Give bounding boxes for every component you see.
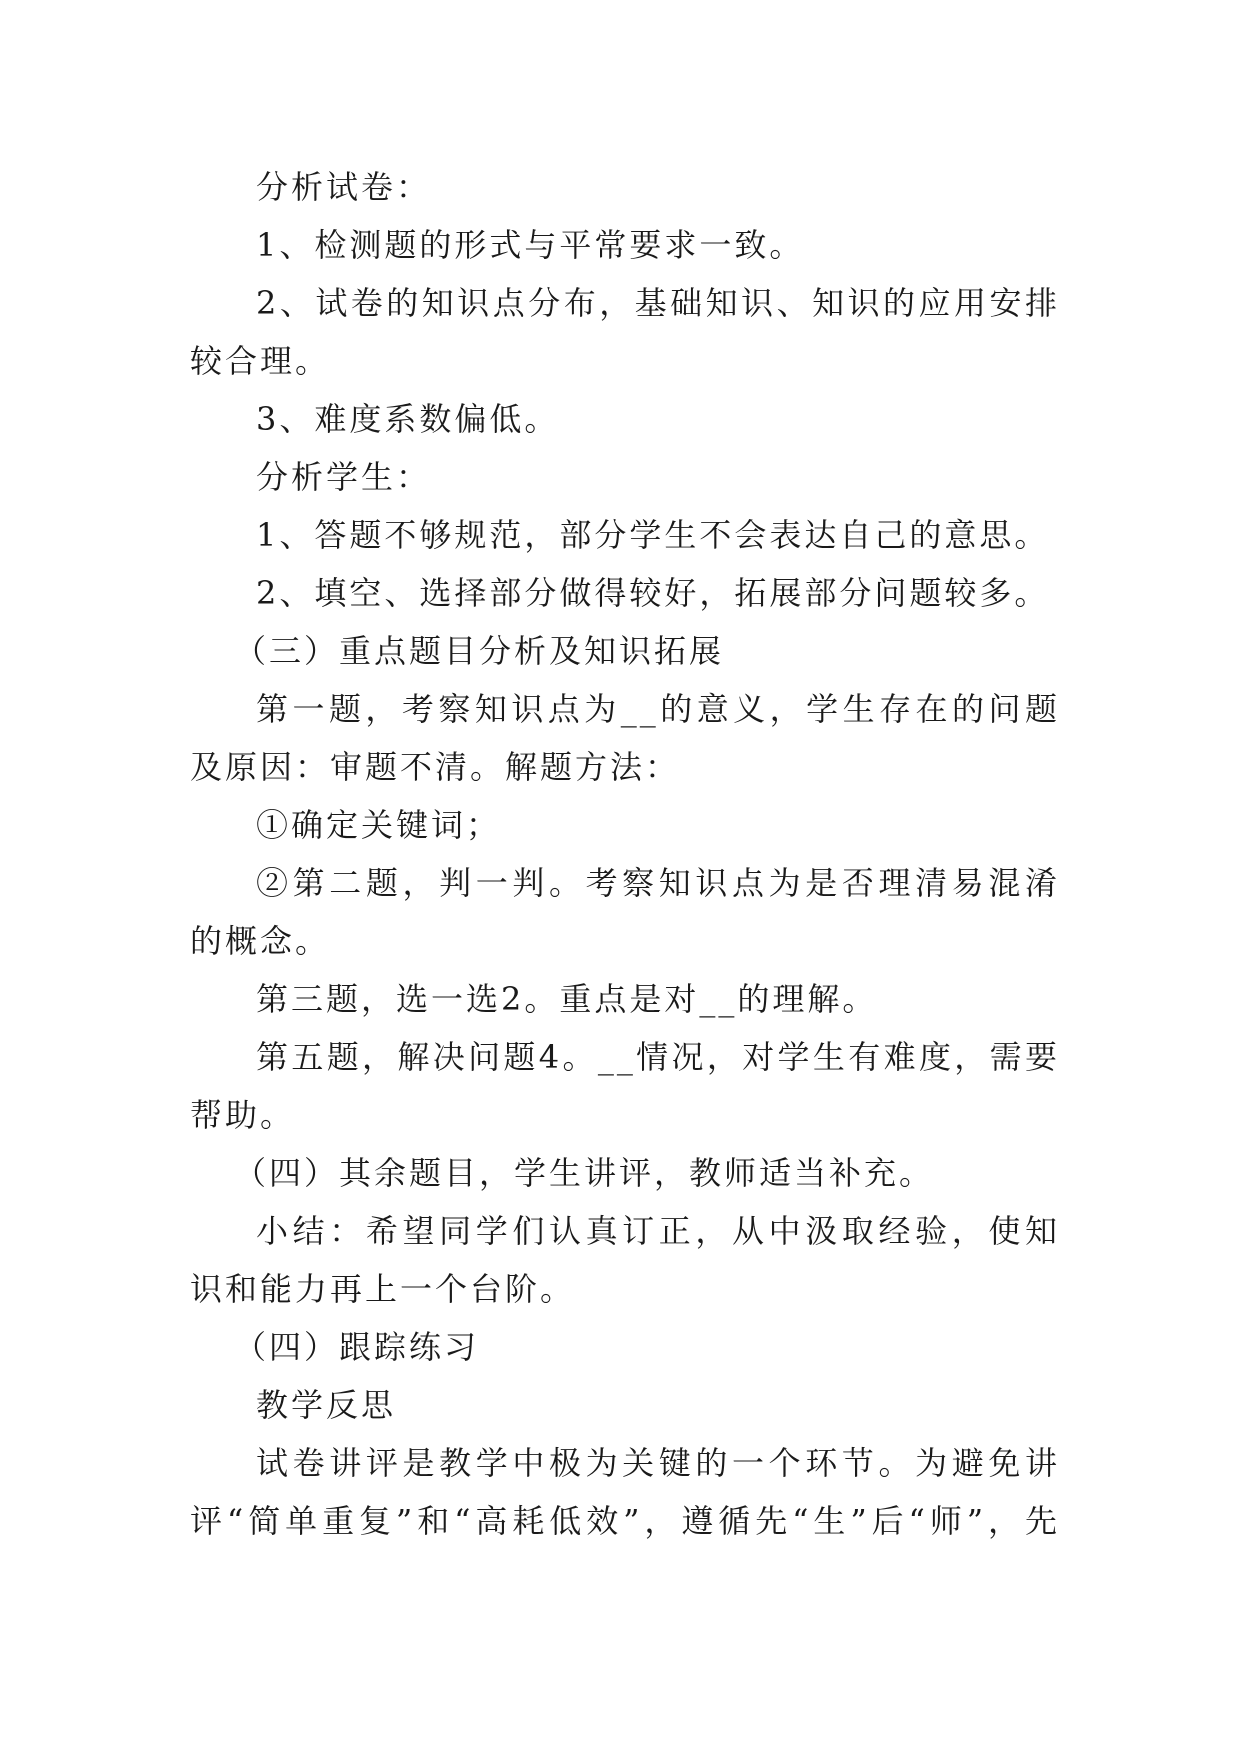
paragraph-question-five: 第五题，解决问题4。__情况，对学生有难度，需要帮助。 xyxy=(190,1038,1060,1134)
paragraph-analyze-paper-heading: 分析试卷： xyxy=(256,168,432,206)
paragraph-paper-point-1: 1、检测题的形式与平常要求一致。 xyxy=(256,226,805,264)
paragraph-question-one: 第一题，考察知识点为__的意义，学生存在的问题及原因：审题不清。解题方法： xyxy=(190,690,1060,786)
paragraph-question-three: 第三题，选一选2。重点是对__的理解。 xyxy=(256,980,878,1018)
document-body xyxy=(190,158,1060,1550)
paragraph-follow-up-heading: （四）跟踪练习 xyxy=(234,1328,480,1366)
paragraph-student-point-1: 1、答题不够规范，部分学生不会表达自己的意思。 xyxy=(256,516,1050,554)
paragraph-step-one: ①确定关键词； xyxy=(256,806,502,844)
paragraph-student-point-2: 2、填空、选择部分做得较好，拓展部分问题较多。 xyxy=(256,574,1050,612)
paragraph-question-two: ②第二题，判一判。考察知识点为是否理清易混淆的概念。 xyxy=(190,864,1060,960)
paragraph-reflection-heading: 教学反思 xyxy=(256,1386,397,1424)
paragraph-section-four-heading: （四）其余题目，学生讲评，教师适当补充。 xyxy=(234,1154,935,1192)
paragraph-analyze-students-heading: 分析学生： xyxy=(256,458,432,496)
paragraph-paper-point-2: 2、试卷的知识点分布，基础知识、知识的应用安排较合理。 xyxy=(190,284,1060,380)
paragraph-section-three-heading: （三）重点题目分析及知识拓展 xyxy=(234,632,725,670)
paragraph-reflection-text: 试卷讲评是教学中极为关键的一个环节。为避免讲评“简单重复”和“高耗低效”，遵循先“生”后“师”，先 xyxy=(190,1444,1060,1540)
paragraph-summary: 小结：希望同学们认真订正，从中汲取经验，使知识和能力再上一个台阶。 xyxy=(190,1212,1060,1308)
paragraph-paper-point-3: 3、难度系数偏低。 xyxy=(256,400,560,438)
